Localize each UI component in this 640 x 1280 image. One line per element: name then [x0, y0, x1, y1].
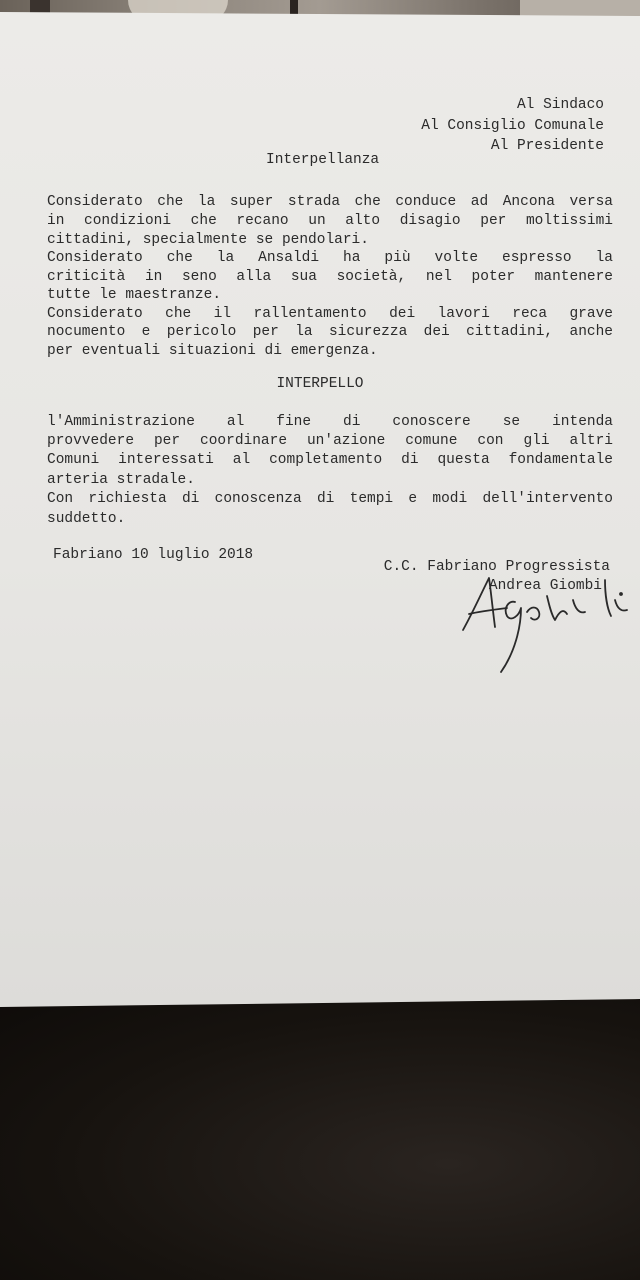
body-line: in condizioni che recano un alto disagio per moltissimi: [47, 213, 613, 229]
body-line: Comuni interessati al completamento di questa fondamentale: [47, 452, 613, 468]
body-line: criticità in seno alla sua società, nel poter mantenere: [47, 269, 613, 285]
date-place: Fabriano 10 luglio 2018: [53, 547, 254, 563]
body-line: nocumento e pericolo per la sicurezza dei cittadini, anche: [47, 324, 613, 340]
body-line: provvedere per coordinare un'azione comune con gli altri: [47, 433, 613, 449]
signer-name: Andrea Giombi: [488, 578, 602, 594]
body-line: tutte le maestranze.: [47, 287, 222, 303]
body-line: per eventuali situazioni di emergenza.: [47, 343, 378, 359]
body-line: Considerato che la Ansaldi ha più volte espresso la: [47, 250, 613, 266]
body-line: arteria stradale.: [47, 472, 195, 488]
addressee-line: Al Consiglio Comunale: [421, 118, 604, 134]
body-line: suddetto.: [47, 511, 126, 527]
background-bottom: [0, 990, 640, 1280]
group-name: C.C. Fabriano Progressista: [383, 559, 610, 575]
document-title: Interpellanza: [266, 152, 380, 168]
body-line: l'Amministrazione al fine di conoscere se intenda: [47, 414, 613, 430]
section-heading: INTERPELLO: [276, 376, 364, 392]
handwritten-signature: [455, 572, 640, 677]
addressee-line: Al Sindaco: [516, 97, 604, 113]
addressee-line: Al Presidente: [490, 138, 604, 154]
body-line: Considerato che il rallentamento dei lavori reca grave: [47, 306, 613, 322]
body-line: Considerato che la super strada che conduce ad Ancona versa: [47, 194, 613, 210]
body-line: cittadini, specialmente se pendolari.: [47, 232, 369, 248]
body-line: Con richiesta di conoscenza di tempi e modi dell'intervento: [47, 491, 613, 507]
